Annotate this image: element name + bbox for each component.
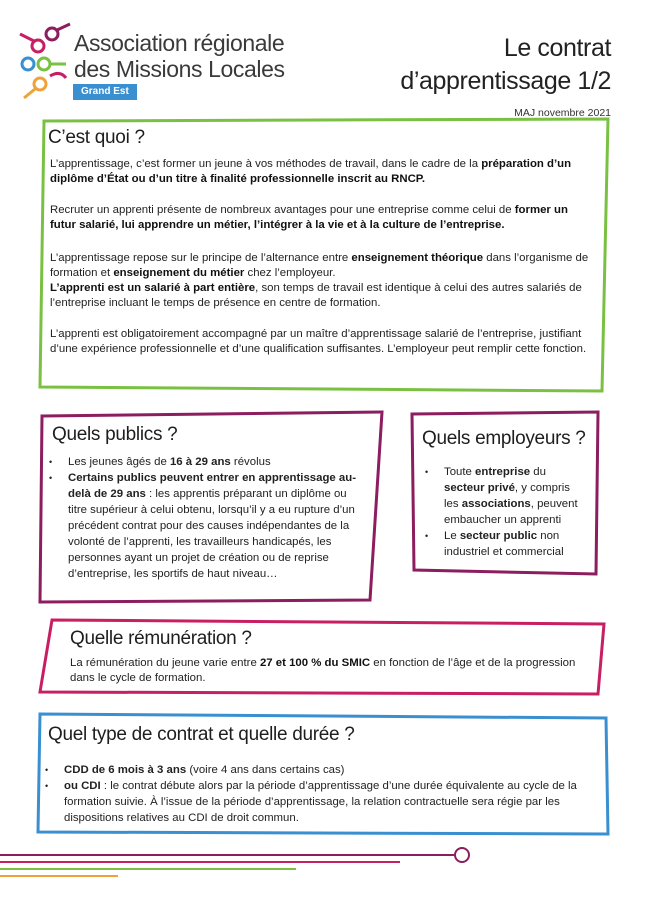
body-text: Toute: [444, 466, 476, 478]
emphasis-text: L’apprenti est un salarié à part entière: [50, 282, 256, 294]
body-text: : les apprentis préparant un diplôme ou titre supérieur à celui obtenu, lorsqu’il y a eu rupture d’un précédent contrat pour des causes indépendantes de la volonté de l’apprenti, les travailleurs handicapés, les personnes ayant un projet de création ou de reprise d’entreprise, les sportifs de haut niveau…: [68, 488, 355, 580]
section-publics-title: Quels publics ?: [52, 424, 178, 445]
body-text: : le contrat débute alors par la période d’apprentissage d’une durée équivalente au cycle de la formation suivie. À l’issue de la période d’apprentissage, la relation contractuelle sera régie par les dispositions relatives au CDI de droit commun.: [64, 780, 577, 824]
list-item: [46, 454, 358, 470]
section-employers-title: Quels employeurs ?: [422, 428, 586, 449]
body-text: L’apprenti est obligatoirement accompagné par un maître d’apprentissage salarié de l’entreprise, justifiant d’une expérience professionnelle et d’une qualification suffisantes. L’employeur peut remplir cette fonction.: [50, 328, 587, 355]
section-employers: [408, 410, 604, 578]
body-text: L’apprentissage, c’est former un jeune à vos méthodes de travail, dans le cadre de la: [50, 158, 482, 170]
association-logo-icon: [14, 20, 74, 108]
emphasis-text: CDD de 6 mois à 3 ans: [64, 764, 187, 776]
body-text: Recruter un apprenti présente de nombreux avantages pour une entreprise comme celui de: [50, 204, 515, 216]
emphasis-text: former un futur salarié, lui apprendre un métier, l’intégrer à la vie et à la culture de l’entreprise.: [50, 204, 568, 231]
footer-lines-decoration: [0, 846, 480, 886]
emphasis-text: 16 à 29 ans: [169, 456, 231, 468]
list-item: [422, 464, 582, 528]
body-text: du: [530, 466, 546, 478]
section-pay-title: Quelle rémunération ?: [70, 628, 252, 649]
emphasis-text: entreprise: [475, 466, 531, 478]
region-badge: Grand Est: [73, 84, 137, 100]
body-text: chez l’employeur.: [244, 267, 336, 279]
body-text: L’apprentissage repose sur le principe de l’alternance entre: [50, 252, 352, 264]
list-item: [422, 528, 582, 560]
section-what-title: C’est quoi ?: [48, 127, 145, 148]
section-pay-paragraph: [70, 656, 598, 686]
emphasis-text: Certains publics peuvent entrer en apprentissage au-delà de 29 ans: [68, 472, 357, 500]
page-title-line2: d’apprentissage 1/2: [400, 67, 611, 95]
emphasis-text: enseignement du métier: [113, 267, 245, 279]
section-publics-list: [46, 454, 358, 582]
body-text: , y compris les: [444, 482, 570, 510]
emphasis-text: secteur public: [459, 530, 538, 542]
body-text: révolus: [230, 456, 271, 468]
emphasis-text: secteur privé: [444, 482, 515, 494]
emphasis-text: associations: [461, 498, 531, 510]
body-text: Le: [444, 530, 460, 542]
list-item: [42, 762, 598, 778]
org-name-line1: Association régionale: [74, 30, 285, 56]
section-what-paragraph: [50, 203, 594, 233]
list-item: [46, 470, 358, 582]
section-what-paragraph: [50, 281, 594, 311]
emphasis-text: préparation d’un diplôme d’État ou d’un titre à finalité professionnelle inscrit au RNCP.: [50, 158, 572, 185]
page-title-line1: Le contrat: [503, 34, 611, 62]
body-text: dans l’organisme de formation et: [50, 252, 589, 279]
emphasis-text: 27 et 100 % du SMIC: [259, 657, 371, 669]
body-text: en fonction de l’âge et de la progression dans le cycle de formation.: [70, 657, 576, 684]
body-text: , son temps de travail est identique à celui des autres salariés de l’entreprise incluant le temps de présence en centre de formation.: [50, 282, 582, 309]
emphasis-text: enseignement théorique: [351, 252, 484, 264]
section-what-paragraph: [50, 251, 594, 281]
list-item: [42, 778, 598, 826]
section-contract-list: [42, 762, 598, 826]
section-what-paragraph: [50, 327, 594, 357]
body-text: La rémunération du jeune varie entre: [70, 657, 260, 669]
body-text: , peuvent embaucher un apprenti: [444, 498, 578, 526]
section-contract-title: Quel type de contrat et quelle durée ?: [48, 724, 355, 745]
section-publics: [38, 410, 388, 606]
body-text: Les jeunes âgés de: [68, 456, 170, 468]
section-what-paragraph: [50, 157, 594, 187]
section-pay: [38, 616, 610, 698]
section-contract: [36, 710, 612, 838]
org-name-line2: des Missions Locales: [74, 56, 285, 82]
body-text: non industriel et commercial: [444, 530, 564, 558]
emphasis-text: ou CDI: [64, 780, 101, 792]
section-employers-list: [422, 464, 582, 560]
body-text: (voire 4 ans dans certains cas): [186, 764, 345, 776]
update-date: MAJ novembre 2021: [514, 107, 611, 119]
section-what: [34, 117, 614, 395]
